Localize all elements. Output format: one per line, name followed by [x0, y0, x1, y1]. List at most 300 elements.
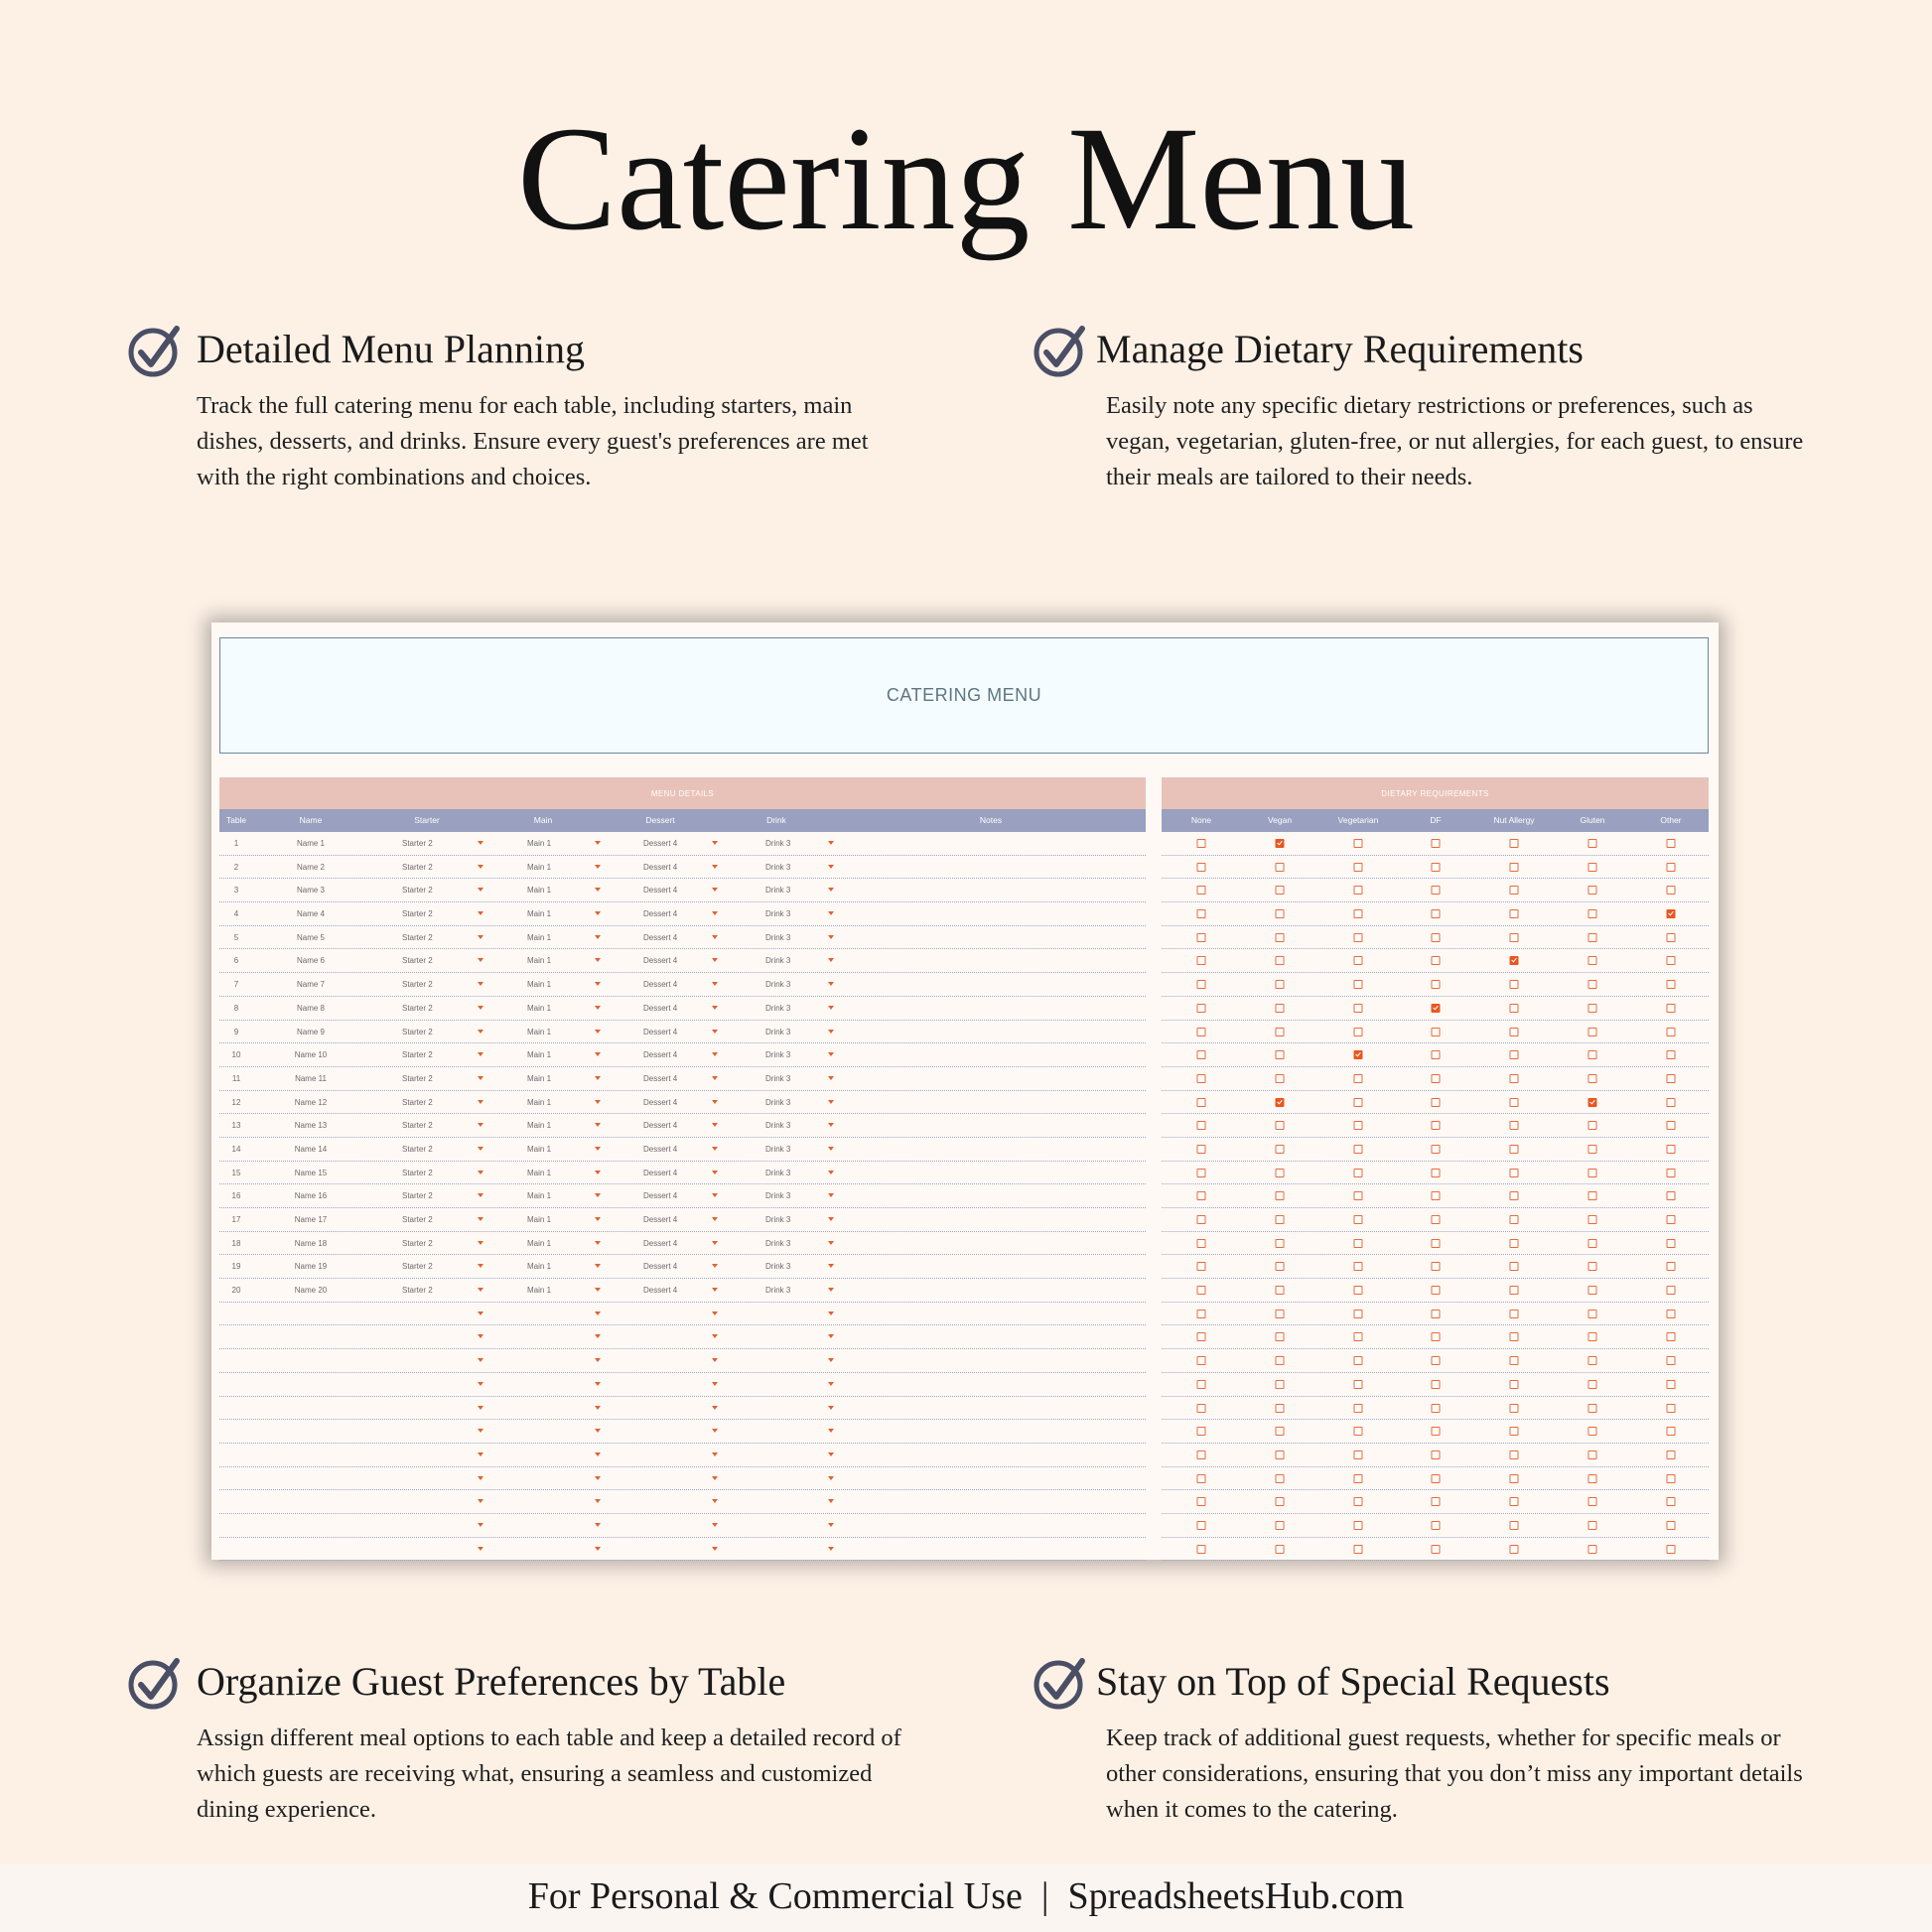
checkbox-gluten[interactable] [1588, 1098, 1597, 1107]
dropdown-arrow-icon[interactable] [712, 1429, 718, 1433]
checkbox-none[interactable] [1197, 839, 1206, 848]
dropdown-arrow-icon[interactable] [478, 1147, 483, 1151]
cell-main[interactable]: Main 1 [527, 1027, 552, 1036]
dropdown-arrow-icon[interactable] [478, 1288, 483, 1292]
checkbox-other[interactable] [1667, 1450, 1676, 1459]
dropdown-arrow-icon[interactable] [712, 1123, 718, 1127]
checkbox-df[interactable] [1432, 1521, 1441, 1530]
cell-starter[interactable]: Starter 2 [402, 1121, 433, 1131]
cell-drink[interactable]: Drink 3 [765, 1121, 791, 1131]
cell-main[interactable]: Main 1 [527, 1286, 552, 1296]
checkbox-none[interactable] [1197, 1427, 1206, 1436]
cell-starter[interactable]: Starter 2 [402, 886, 433, 896]
checkbox-none[interactable] [1197, 1191, 1206, 1200]
cell-dessert[interactable]: Dessert 4 [643, 1003, 678, 1013]
checkbox-nut-allergy[interactable] [1510, 1121, 1519, 1130]
checkbox-vegetarian[interactable] [1354, 839, 1363, 848]
checkbox-none[interactable] [1197, 1028, 1206, 1036]
checkbox-other[interactable] [1667, 1380, 1676, 1389]
cell-name[interactable]: Name 2 [296, 862, 326, 872]
dropdown-arrow-icon[interactable] [828, 1171, 834, 1174]
checkbox-other[interactable] [1667, 1545, 1676, 1554]
checkbox-other[interactable] [1667, 839, 1676, 848]
dropdown-arrow-icon[interactable] [478, 1406, 483, 1410]
checkbox-other[interactable] [1667, 1050, 1676, 1059]
dropdown-arrow-icon[interactable] [595, 1264, 601, 1268]
checkbox-other[interactable] [1667, 1121, 1676, 1130]
checkbox-gluten[interactable] [1588, 1521, 1597, 1530]
checkbox-none[interactable] [1197, 1332, 1206, 1341]
dropdown-arrow-icon[interactable] [478, 865, 483, 869]
cell-starter[interactable]: Starter 2 [402, 1050, 433, 1060]
checkbox-none[interactable] [1197, 1121, 1206, 1130]
checkbox-vegetarian[interactable] [1354, 1450, 1363, 1459]
checkbox-none[interactable] [1197, 1545, 1206, 1554]
cell-dessert[interactable]: Dessert 4 [643, 1262, 678, 1272]
dropdown-arrow-icon[interactable] [478, 1358, 483, 1362]
checkbox-df[interactable] [1432, 1098, 1441, 1107]
cell-drink[interactable]: Drink 3 [765, 1191, 791, 1201]
cell-dessert[interactable]: Dessert 4 [643, 862, 678, 872]
dropdown-arrow-icon[interactable] [828, 1030, 834, 1034]
dropdown-arrow-icon[interactable] [478, 1030, 483, 1034]
cell-main[interactable]: Main 1 [527, 1262, 552, 1272]
dropdown-arrow-icon[interactable] [828, 1499, 834, 1503]
cell-main[interactable]: Main 1 [527, 1168, 552, 1177]
dropdown-arrow-icon[interactable] [828, 935, 834, 939]
dropdown-arrow-icon[interactable] [478, 1452, 483, 1456]
dropdown-arrow-icon[interactable] [595, 1334, 601, 1338]
dropdown-arrow-icon[interactable] [712, 958, 718, 962]
checkbox-vegetarian[interactable] [1354, 909, 1363, 918]
checkbox-vegetarian[interactable] [1354, 1028, 1363, 1036]
checkbox-vegan[interactable] [1276, 1286, 1285, 1295]
checkbox-nut-allergy[interactable] [1510, 1450, 1519, 1459]
checkbox-nut-allergy[interactable] [1510, 1239, 1519, 1248]
cell-name[interactable]: Name 19 [294, 1262, 328, 1272]
checkbox-gluten[interactable] [1588, 839, 1597, 848]
checkbox-nut-allergy[interactable] [1510, 1050, 1519, 1059]
cell-name[interactable]: Name 17 [294, 1215, 328, 1224]
dropdown-arrow-icon[interactable] [828, 1100, 834, 1104]
cell-main[interactable]: Main 1 [527, 1191, 552, 1201]
dropdown-arrow-icon[interactable] [595, 1052, 601, 1056]
checkbox-vegan[interactable] [1276, 1450, 1285, 1459]
checkbox-nut-allergy[interactable] [1510, 980, 1519, 989]
dropdown-arrow-icon[interactable] [478, 888, 483, 892]
checkbox-gluten[interactable] [1588, 933, 1597, 942]
cell-drink[interactable]: Drink 3 [765, 1027, 791, 1036]
cell-starter[interactable]: Starter 2 [402, 932, 433, 942]
checkbox-gluten[interactable] [1588, 1121, 1597, 1130]
cell-name[interactable]: Name 9 [296, 1027, 326, 1036]
checkbox-df[interactable] [1432, 980, 1441, 989]
cell-table[interactable]: 14 [231, 1144, 241, 1154]
checkbox-none[interactable] [1197, 1380, 1206, 1389]
cell-table[interactable]: 5 [233, 932, 239, 942]
dropdown-arrow-icon[interactable] [828, 1264, 834, 1268]
checkbox-vegetarian[interactable] [1354, 1286, 1363, 1295]
dropdown-arrow-icon[interactable] [478, 1100, 483, 1104]
dropdown-arrow-icon[interactable] [478, 1006, 483, 1010]
cell-main[interactable]: Main 1 [527, 1050, 552, 1060]
cell-name[interactable]: Name 10 [294, 1050, 328, 1060]
checkbox-other[interactable] [1667, 1427, 1676, 1436]
dropdown-arrow-icon[interactable] [595, 1476, 601, 1480]
dropdown-arrow-icon[interactable] [595, 888, 601, 892]
checkbox-df[interactable] [1432, 1262, 1441, 1271]
dropdown-arrow-icon[interactable] [828, 1052, 834, 1056]
checkbox-vegetarian[interactable] [1354, 980, 1363, 989]
dropdown-arrow-icon[interactable] [595, 1358, 601, 1362]
dropdown-arrow-icon[interactable] [712, 1523, 718, 1527]
dropdown-arrow-icon[interactable] [712, 1264, 718, 1268]
checkbox-vegetarian[interactable] [1354, 956, 1363, 965]
checkbox-vegan[interactable] [1276, 1239, 1285, 1248]
dropdown-arrow-icon[interactable] [595, 1499, 601, 1503]
checkbox-df[interactable] [1432, 1050, 1441, 1059]
dropdown-arrow-icon[interactable] [595, 982, 601, 986]
checkbox-gluten[interactable] [1588, 1262, 1597, 1271]
checkbox-vegan[interactable] [1276, 1004, 1285, 1013]
dropdown-arrow-icon[interactable] [478, 1241, 483, 1245]
checkbox-df[interactable] [1432, 1545, 1441, 1554]
checkbox-vegan[interactable] [1276, 1121, 1285, 1130]
dropdown-arrow-icon[interactable] [478, 911, 483, 915]
cell-main[interactable]: Main 1 [527, 886, 552, 896]
checkbox-other[interactable] [1667, 909, 1676, 918]
dropdown-arrow-icon[interactable] [712, 935, 718, 939]
checkbox-vegetarian[interactable] [1354, 1215, 1363, 1224]
checkbox-none[interactable] [1197, 1474, 1206, 1483]
cell-table[interactable]: 2 [233, 862, 239, 872]
checkbox-nut-allergy[interactable] [1510, 863, 1519, 872]
checkbox-gluten[interactable] [1588, 1497, 1597, 1506]
dropdown-arrow-icon[interactable] [478, 1123, 483, 1127]
dropdown-arrow-icon[interactable] [712, 888, 718, 892]
checkbox-other[interactable] [1667, 956, 1676, 965]
cell-table[interactable]: 12 [231, 1097, 241, 1107]
checkbox-other[interactable] [1667, 1215, 1676, 1224]
dropdown-arrow-icon[interactable] [828, 1288, 834, 1292]
dropdown-arrow-icon[interactable] [595, 911, 601, 915]
cell-drink[interactable]: Drink 3 [765, 980, 791, 990]
dropdown-arrow-icon[interactable] [712, 1334, 718, 1338]
checkbox-df[interactable] [1432, 1497, 1441, 1506]
checkbox-df[interactable] [1432, 1356, 1441, 1365]
cell-starter[interactable]: Starter 2 [402, 839, 433, 848]
checkbox-vegetarian[interactable] [1354, 1521, 1363, 1530]
dropdown-arrow-icon[interactable] [712, 1382, 718, 1386]
cell-main[interactable]: Main 1 [527, 1073, 552, 1083]
checkbox-none[interactable] [1197, 1239, 1206, 1248]
dropdown-arrow-icon[interactable] [712, 1476, 718, 1480]
checkbox-none[interactable] [1197, 1286, 1206, 1295]
dropdown-arrow-icon[interactable] [712, 1217, 718, 1221]
checkbox-nut-allergy[interactable] [1510, 1404, 1519, 1413]
checkbox-none[interactable] [1197, 863, 1206, 872]
checkbox-none[interactable] [1197, 1521, 1206, 1530]
dropdown-arrow-icon[interactable] [828, 1076, 834, 1080]
cell-drink[interactable]: Drink 3 [765, 1238, 791, 1248]
checkbox-other[interactable] [1667, 1497, 1676, 1506]
checkbox-nut-allergy[interactable] [1510, 1545, 1519, 1554]
checkbox-gluten[interactable] [1588, 980, 1597, 989]
checkbox-vegan[interactable] [1276, 1169, 1285, 1177]
cell-drink[interactable]: Drink 3 [765, 1215, 791, 1224]
checkbox-vegan[interactable] [1276, 1310, 1285, 1318]
dropdown-arrow-icon[interactable] [828, 888, 834, 892]
checkbox-none[interactable] [1197, 1145, 1206, 1154]
dropdown-arrow-icon[interactable] [478, 1264, 483, 1268]
checkbox-nut-allergy[interactable] [1510, 956, 1519, 965]
checkbox-gluten[interactable] [1588, 1191, 1597, 1200]
checkbox-other[interactable] [1667, 1310, 1676, 1318]
checkbox-vegan[interactable] [1276, 1262, 1285, 1271]
cell-dessert[interactable]: Dessert 4 [643, 909, 678, 919]
checkbox-gluten[interactable] [1588, 1310, 1597, 1318]
checkbox-vegan[interactable] [1276, 1191, 1285, 1200]
checkbox-nut-allergy[interactable] [1510, 1098, 1519, 1107]
checkbox-none[interactable] [1197, 909, 1206, 918]
dropdown-arrow-icon[interactable] [712, 841, 718, 845]
checkbox-other[interactable] [1667, 1239, 1676, 1248]
dropdown-arrow-icon[interactable] [712, 1288, 718, 1292]
cell-dessert[interactable]: Dessert 4 [643, 1097, 678, 1107]
dropdown-arrow-icon[interactable] [595, 1406, 601, 1410]
dropdown-arrow-icon[interactable] [478, 1429, 483, 1433]
cell-dessert[interactable]: Dessert 4 [643, 956, 678, 966]
checkbox-df[interactable] [1432, 1474, 1441, 1483]
cell-name[interactable]: Name 12 [294, 1097, 328, 1107]
checkbox-nut-allergy[interactable] [1510, 839, 1519, 848]
cell-name[interactable]: Name 3 [296, 886, 326, 896]
checkbox-none[interactable] [1197, 1404, 1206, 1413]
checkbox-vegan[interactable] [1276, 1098, 1285, 1107]
checkbox-vegan[interactable] [1276, 956, 1285, 965]
checkbox-none[interactable] [1197, 980, 1206, 989]
dropdown-arrow-icon[interactable] [478, 1523, 483, 1527]
cell-starter[interactable]: Starter 2 [402, 1003, 433, 1013]
checkbox-nut-allergy[interactable] [1510, 1191, 1519, 1200]
checkbox-vegetarian[interactable] [1354, 1497, 1363, 1506]
checkbox-df[interactable] [1432, 1169, 1441, 1177]
dropdown-arrow-icon[interactable] [478, 1547, 483, 1551]
checkbox-other[interactable] [1667, 1191, 1676, 1200]
dropdown-arrow-icon[interactable] [712, 1100, 718, 1104]
checkbox-vegetarian[interactable] [1354, 1356, 1363, 1365]
checkbox-vegetarian[interactable] [1354, 1050, 1363, 1059]
cell-dessert[interactable]: Dessert 4 [643, 1168, 678, 1177]
cell-dessert[interactable]: Dessert 4 [643, 932, 678, 942]
checkbox-df[interactable] [1432, 1380, 1441, 1389]
checkbox-none[interactable] [1197, 886, 1206, 895]
checkbox-other[interactable] [1667, 1262, 1676, 1271]
checkbox-gluten[interactable] [1588, 1004, 1597, 1013]
checkbox-nut-allergy[interactable] [1510, 1262, 1519, 1271]
cell-dessert[interactable]: Dessert 4 [643, 1215, 678, 1224]
cell-main[interactable]: Main 1 [527, 956, 552, 966]
checkbox-gluten[interactable] [1588, 863, 1597, 872]
cell-starter[interactable]: Starter 2 [402, 1027, 433, 1036]
checkbox-nut-allergy[interactable] [1510, 1169, 1519, 1177]
checkbox-vegan[interactable] [1276, 1356, 1285, 1365]
dropdown-arrow-icon[interactable] [595, 1147, 601, 1151]
checkbox-nut-allergy[interactable] [1510, 1380, 1519, 1389]
checkbox-nut-allergy[interactable] [1510, 1332, 1519, 1341]
dropdown-arrow-icon[interactable] [712, 1406, 718, 1410]
dropdown-arrow-icon[interactable] [828, 958, 834, 962]
checkbox-gluten[interactable] [1588, 1286, 1597, 1295]
checkbox-other[interactable] [1667, 1521, 1676, 1530]
checkbox-vegan[interactable] [1276, 980, 1285, 989]
cell-name[interactable]: Name 14 [294, 1144, 328, 1154]
checkbox-other[interactable] [1667, 886, 1676, 895]
dropdown-arrow-icon[interactable] [828, 1217, 834, 1221]
checkbox-vegan[interactable] [1276, 886, 1285, 895]
dropdown-arrow-icon[interactable] [712, 982, 718, 986]
checkbox-nut-allergy[interactable] [1510, 1028, 1519, 1036]
cell-starter[interactable]: Starter 2 [402, 1215, 433, 1224]
cell-dessert[interactable]: Dessert 4 [643, 1286, 678, 1296]
cell-table[interactable]: 13 [231, 1121, 241, 1131]
dropdown-arrow-icon[interactable] [478, 1311, 483, 1315]
cell-starter[interactable]: Starter 2 [402, 1191, 433, 1201]
cell-drink[interactable]: Drink 3 [765, 886, 791, 896]
checkbox-gluten[interactable] [1588, 1427, 1597, 1436]
checkbox-none[interactable] [1197, 1450, 1206, 1459]
dropdown-arrow-icon[interactable] [595, 1523, 601, 1527]
cell-starter[interactable]: Starter 2 [402, 956, 433, 966]
checkbox-gluten[interactable] [1588, 1450, 1597, 1459]
dropdown-arrow-icon[interactable] [828, 1547, 834, 1551]
checkbox-vegetarian[interactable] [1354, 886, 1363, 895]
checkbox-vegan[interactable] [1276, 1145, 1285, 1154]
dropdown-arrow-icon[interactable] [478, 935, 483, 939]
cell-table[interactable]: 4 [233, 909, 239, 919]
checkbox-nut-allergy[interactable] [1510, 1356, 1519, 1365]
cell-name[interactable]: Name 7 [296, 980, 326, 990]
checkbox-nut-allergy[interactable] [1510, 933, 1519, 942]
dropdown-arrow-icon[interactable] [828, 1523, 834, 1527]
checkbox-vegetarian[interactable] [1354, 1121, 1363, 1130]
dropdown-arrow-icon[interactable] [712, 1311, 718, 1315]
checkbox-none[interactable] [1197, 1050, 1206, 1059]
cell-table[interactable]: 11 [231, 1073, 241, 1083]
checkbox-nut-allergy[interactable] [1510, 1074, 1519, 1083]
dropdown-arrow-icon[interactable] [595, 1311, 601, 1315]
dropdown-arrow-icon[interactable] [828, 1241, 834, 1245]
dropdown-arrow-icon[interactable] [478, 1217, 483, 1221]
checkbox-nut-allergy[interactable] [1510, 1004, 1519, 1013]
checkbox-gluten[interactable] [1588, 1404, 1597, 1413]
dropdown-arrow-icon[interactable] [712, 1241, 718, 1245]
cell-drink[interactable]: Drink 3 [765, 1262, 791, 1272]
checkbox-gluten[interactable] [1588, 1074, 1597, 1083]
dropdown-arrow-icon[interactable] [712, 1358, 718, 1362]
cell-table[interactable]: 19 [231, 1262, 241, 1272]
cell-dessert[interactable]: Dessert 4 [643, 1073, 678, 1083]
cell-dessert[interactable]: Dessert 4 [643, 886, 678, 896]
dropdown-arrow-icon[interactable] [595, 1429, 601, 1433]
checkbox-gluten[interactable] [1588, 1145, 1597, 1154]
cell-starter[interactable]: Starter 2 [402, 1097, 433, 1107]
checkbox-vegetarian[interactable] [1354, 1474, 1363, 1483]
cell-name[interactable]: Name 18 [294, 1238, 328, 1248]
dropdown-arrow-icon[interactable] [478, 841, 483, 845]
checkbox-df[interactable] [1432, 1074, 1441, 1083]
checkbox-vegetarian[interactable] [1354, 863, 1363, 872]
cell-starter[interactable]: Starter 2 [402, 980, 433, 990]
dropdown-arrow-icon[interactable] [828, 1406, 834, 1410]
dropdown-arrow-icon[interactable] [828, 1382, 834, 1386]
dropdown-arrow-icon[interactable] [828, 1123, 834, 1127]
cell-dessert[interactable]: Dessert 4 [643, 1027, 678, 1036]
checkbox-nut-allergy[interactable] [1510, 1474, 1519, 1483]
cell-dessert[interactable]: Dessert 4 [643, 1238, 678, 1248]
cell-table[interactable]: 10 [231, 1050, 241, 1060]
dropdown-arrow-icon[interactable] [595, 865, 601, 869]
checkbox-vegan[interactable] [1276, 1404, 1285, 1413]
checkbox-df[interactable] [1432, 1191, 1441, 1200]
checkbox-gluten[interactable] [1588, 1474, 1597, 1483]
checkbox-other[interactable] [1667, 1074, 1676, 1083]
cell-drink[interactable]: Drink 3 [765, 932, 791, 942]
checkbox-df[interactable] [1432, 863, 1441, 872]
checkbox-vegetarian[interactable] [1354, 1098, 1363, 1107]
dropdown-arrow-icon[interactable] [595, 1452, 601, 1456]
cell-main[interactable]: Main 1 [527, 1238, 552, 1248]
dropdown-arrow-icon[interactable] [828, 1358, 834, 1362]
cell-table[interactable]: 3 [233, 886, 239, 896]
dropdown-arrow-icon[interactable] [595, 1171, 601, 1174]
checkbox-gluten[interactable] [1588, 886, 1597, 895]
cell-starter[interactable]: Starter 2 [402, 1262, 433, 1272]
dropdown-arrow-icon[interactable] [595, 1288, 601, 1292]
checkbox-vegetarian[interactable] [1354, 1380, 1363, 1389]
checkbox-df[interactable] [1432, 1028, 1441, 1036]
cell-name[interactable]: Name 8 [296, 1003, 326, 1013]
checkbox-df[interactable] [1432, 1286, 1441, 1295]
cell-table[interactable]: 8 [233, 1003, 239, 1013]
cell-drink[interactable]: Drink 3 [765, 1286, 791, 1296]
cell-table[interactable]: 18 [231, 1238, 241, 1248]
dropdown-arrow-icon[interactable] [828, 1311, 834, 1315]
checkbox-gluten[interactable] [1588, 1028, 1597, 1036]
checkbox-other[interactable] [1667, 1098, 1676, 1107]
checkbox-df[interactable] [1432, 1310, 1441, 1318]
checkbox-gluten[interactable] [1588, 1380, 1597, 1389]
cell-main[interactable]: Main 1 [527, 1121, 552, 1131]
dropdown-arrow-icon[interactable] [712, 1547, 718, 1551]
checkbox-gluten[interactable] [1588, 1215, 1597, 1224]
dropdown-arrow-icon[interactable] [478, 958, 483, 962]
checkbox-df[interactable] [1432, 1427, 1441, 1436]
dropdown-arrow-icon[interactable] [595, 1076, 601, 1080]
cell-drink[interactable]: Drink 3 [765, 956, 791, 966]
dropdown-arrow-icon[interactable] [712, 865, 718, 869]
cell-drink[interactable]: Drink 3 [765, 1050, 791, 1060]
dropdown-arrow-icon[interactable] [478, 1052, 483, 1056]
checkbox-none[interactable] [1197, 1169, 1206, 1177]
cell-main[interactable]: Main 1 [527, 1097, 552, 1107]
checkbox-df[interactable] [1432, 956, 1441, 965]
checkbox-df[interactable] [1432, 1145, 1441, 1154]
checkbox-nut-allergy[interactable] [1510, 886, 1519, 895]
checkbox-none[interactable] [1197, 1262, 1206, 1271]
cell-main[interactable]: Main 1 [527, 980, 552, 990]
checkbox-vegetarian[interactable] [1354, 1169, 1363, 1177]
